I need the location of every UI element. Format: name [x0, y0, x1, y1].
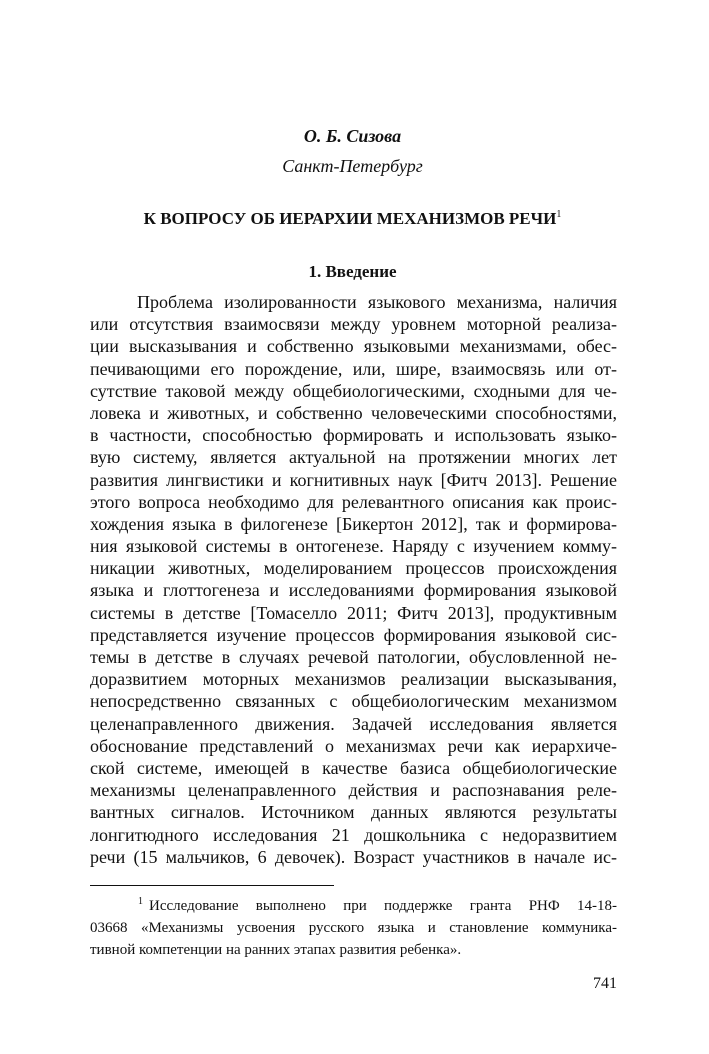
- footnote-divider: [90, 885, 334, 886]
- text-line: системы в детстве [Томаселло 2011; Фитч 2013], продуктивным: [90, 602, 617, 623]
- text-line: темы в детстве в случаях речевой патологии, обусловленной не-: [90, 647, 617, 667]
- page-number: 741: [593, 975, 617, 992]
- text-line: печивающими его порождение, или, шире, взаимосвязь или от-: [90, 358, 617, 379]
- body-paragraph: [90, 291, 617, 868]
- text-line: хождения языка в филогенезе [Бикертон 2012], так и формирова-: [90, 513, 617, 534]
- text-line: языка и глоттогенеза и исследованиями формирования языковой: [90, 580, 617, 601]
- text-line: Проблема изолированности языкового механизма, наличия: [137, 292, 617, 312]
- author-name: О. Б. Сизова: [303, 126, 402, 146]
- section-heading: 1. Введение: [308, 262, 397, 281]
- text-line: никации животных, моделированием процессов происхождения: [90, 558, 617, 579]
- text-line: речи (15 мальчиков, 6 девочек). Возраст участников в начале ис-: [90, 846, 617, 867]
- article-title: [90, 207, 615, 231]
- text-line: целенаправленного движения. Задачей исследования является: [90, 713, 617, 734]
- text-line: этого вопроса необходимо для релевантного описания как проис-: [90, 491, 617, 512]
- text-line: ния языковой системы в онтогенезе. Наряду с изучением комму-: [90, 536, 617, 557]
- text-line: представляется изучение процессов формирования языковой сис-: [90, 624, 617, 645]
- text-line: лонгитюдного исследования 21 дошкольника с недоразвитием: [90, 824, 617, 845]
- text-line: развития лингвистики и когнитивных наук [Фитч 2013]. Решение: [90, 469, 617, 490]
- footnote: [90, 895, 617, 961]
- text-line: сутствие таковой между общебиологическими, сходными для че-: [90, 380, 617, 401]
- text-line: обоснование представлений о механизмах речи как иерархиче-: [90, 735, 617, 756]
- footnote-line: 03668 «Механизмы усвоения русского языка и становление коммуника-: [90, 920, 617, 936]
- footnote-mark: 1: [138, 896, 143, 907]
- footnote-line: [90, 895, 617, 917]
- text-line: механизмы целенаправленного действия и распознавания реле-: [90, 780, 617, 801]
- text-line: ской системе, имеющей в качестве базиса общебиологические: [90, 757, 617, 778]
- text-line: в частности, способностью формировать и использовать языко-: [90, 425, 617, 446]
- text-line: или отсутствия взаимосвязи между уровнем моторной реализа-: [90, 314, 617, 335]
- text-line: непосредственно связанных с общебиологическим механизмом: [90, 691, 617, 712]
- text-line: вантных сигналов. Источником данных являются результаты: [90, 802, 617, 823]
- author-city: Санкт-Петербург: [282, 156, 423, 176]
- article-title-text: К ВОПРОСУ ОБ ИЕРАРХИИ МЕХАНИЗМОВ РЕЧИ: [143, 209, 557, 228]
- text-line: доразвитием моторных механизмов реализации высказывания,: [90, 669, 617, 690]
- text-line: ции высказывания и собственно языковыми механизмами, обес-: [90, 336, 617, 357]
- footnote-line: тивной компетенции на ранних этапах развития ребенка».: [90, 942, 462, 958]
- text-line: вую систему, является актуальной на протяжении многих лет: [90, 447, 617, 468]
- footnote-line-text: Исследование выполнено при поддержке гранта РНФ 14-18-: [149, 898, 617, 914]
- title-footnote-mark: 1: [556, 209, 562, 220]
- text-line: ловека и животных, и собственно человеческими способностями,: [90, 402, 617, 423]
